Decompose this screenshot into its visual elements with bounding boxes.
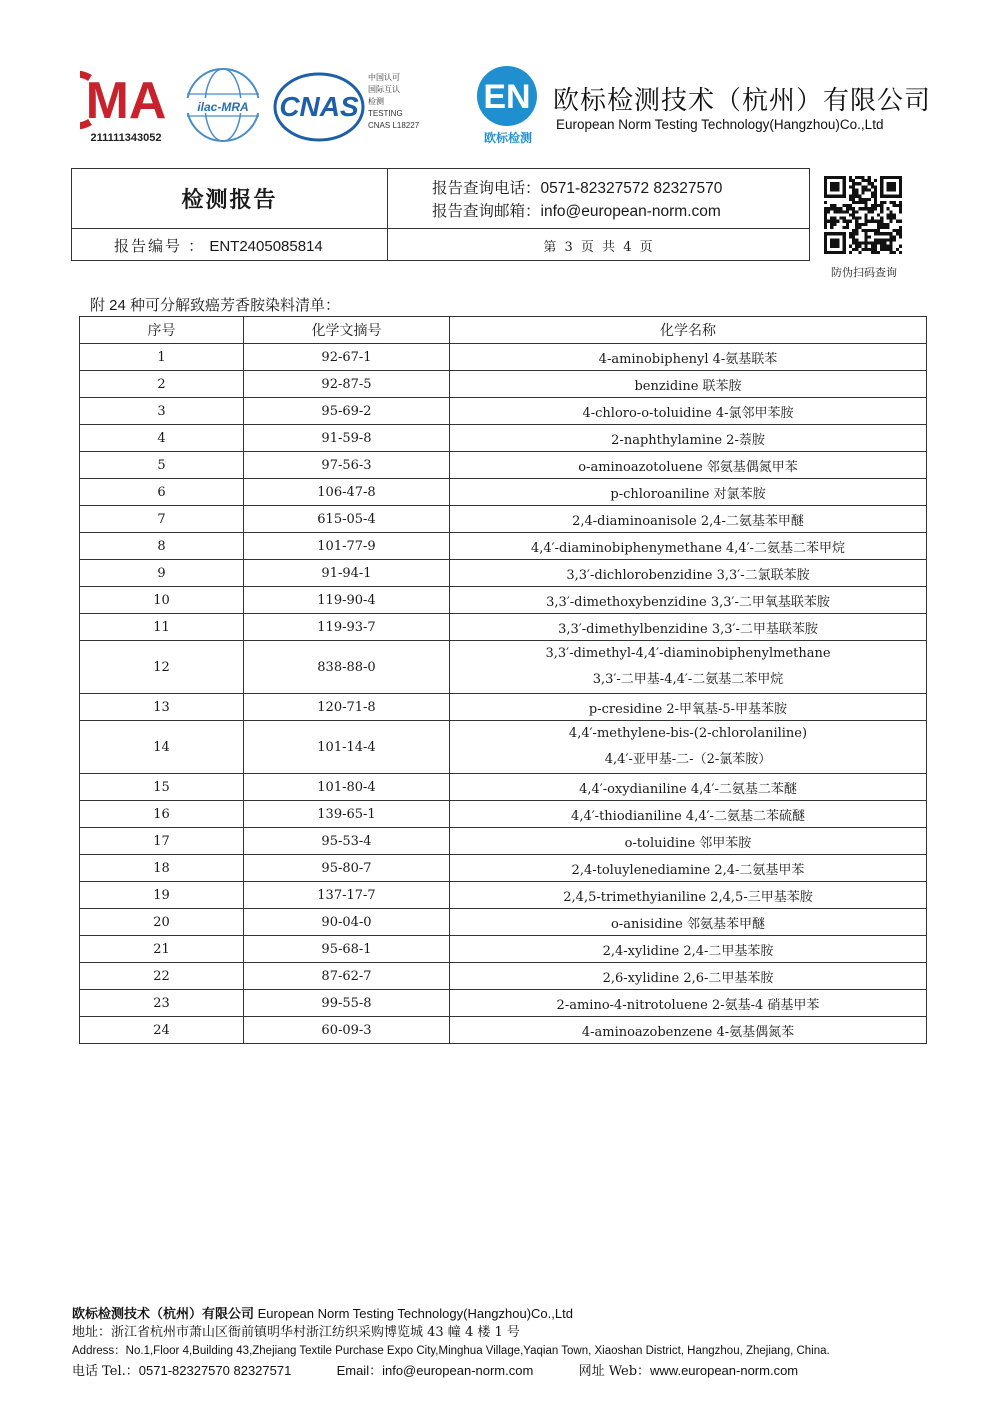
row-number: 5 xyxy=(80,452,244,479)
page-info: 第 3 页 共 4 页 xyxy=(543,239,655,255)
svg-text:EN: EN xyxy=(483,78,531,116)
header-cas: 化学文摘号 xyxy=(244,317,450,344)
footer-address-cn: 地址：浙江省杭州市萧山区衙前镇明华村浙江纺织采购博览城 43 幢 4 楼 1 号 xyxy=(72,1325,520,1340)
cas-number: 95-69-2 xyxy=(244,398,450,425)
footer-web-label: 网址 Web： xyxy=(578,1364,651,1379)
cas-number: 92-87-5 xyxy=(244,371,450,398)
table-row xyxy=(80,1017,927,1044)
chemical-name-cn: 3,3′-二甲基-4,4′-二氨基二苯甲烷 xyxy=(592,672,784,687)
footer-tel-label: 电话 Tel.： xyxy=(72,1364,139,1379)
cas-number: 119-90-4 xyxy=(244,587,450,614)
chemical-name-cn: 4,4′-亚甲基-二-（2-氯苯胺） xyxy=(604,752,772,767)
cas-number: 101-14-4 xyxy=(244,721,450,774)
chemical-name: 2,4,5-trimethyianiline 2,4,5-三甲基苯胺 xyxy=(450,882,927,909)
list-title: 附 24 种可分解致癌芳香胺染料清单： xyxy=(90,297,341,314)
row-number: 21 xyxy=(80,936,244,963)
svg-text:MA: MA xyxy=(85,72,167,130)
chemical-name: 2,4-xylidine 2,4-二甲基苯胺 xyxy=(450,936,927,963)
svg-text:CNAS: CNAS xyxy=(279,91,359,122)
chemical-name: o-anisidine 邻氨基苯甲醚 xyxy=(450,909,927,936)
row-number: 15 xyxy=(80,774,244,801)
table-row xyxy=(80,721,927,774)
cas-number: 838-88-0 xyxy=(244,641,450,694)
row-number: 3 xyxy=(80,398,244,425)
aromatic-amine-table xyxy=(79,316,927,1044)
report-contact xyxy=(432,177,722,223)
table-row xyxy=(80,425,927,452)
cma-number: 211111343052 xyxy=(90,132,162,144)
chemical-name: 3,3′-dimethylbenzidine 3,3′-二甲基联苯胺 xyxy=(450,614,927,641)
chemical-name: p-cresidine 2-甲氧基-5-甲基苯胺 xyxy=(450,694,927,721)
table-row xyxy=(80,452,927,479)
qr-caption: 防伪扫码查询 xyxy=(831,267,897,279)
chemical-name: 2,4-toluylenediamine 2,4-二氨基甲苯 xyxy=(450,855,927,882)
chemical-name: 3,3′-dichlorobenzidine 3,3′-二氯联苯胺 xyxy=(450,560,927,587)
row-number: 14 xyxy=(80,721,244,774)
table-row xyxy=(80,560,927,587)
chemical-name: o-toluidine 邻甲苯胺 xyxy=(450,828,927,855)
row-number: 2 xyxy=(80,371,244,398)
row-number: 6 xyxy=(80,479,244,506)
cma-logo xyxy=(80,70,172,150)
chemical-name: 4-aminoazobenzene 4-氨基偶氮苯 xyxy=(450,1017,927,1044)
cas-number: 615-05-4 xyxy=(244,506,450,533)
table-row xyxy=(80,587,927,614)
row-number: 13 xyxy=(80,694,244,721)
table-row xyxy=(80,614,927,641)
cas-number: 120-71-8 xyxy=(244,694,450,721)
company-name-cn: 欧标检测技术（杭州）有限公司 xyxy=(553,85,932,115)
row-number: 24 xyxy=(80,1017,244,1044)
cma-mark-icon xyxy=(80,70,172,130)
chemical-name-en: 3,3′-dimethyl-4,4′-diaminobiphenylmethane xyxy=(545,646,831,661)
cas-number: 95-80-7 xyxy=(244,855,450,882)
footer-address-en: Address：No.1,Floor 4,Building 43,Zhejiang Textile Purchase Expo City,Minghua Village,Yaqian Town, Xiaoshan District, Hangzhou, Zhejiang, China. xyxy=(72,1345,830,1357)
header-no: 序号 xyxy=(80,317,244,344)
chemical-name: 2-amino-4-nitrotoluene 2-氨基-4 硝基甲苯 xyxy=(450,990,927,1017)
email-label: 报告查询邮箱： xyxy=(432,203,541,220)
phone-label: 报告查询电话： xyxy=(432,180,541,197)
email-value: info@european-norm.com xyxy=(540,203,721,220)
report-number-label: 报告编号 ： xyxy=(114,238,206,255)
table-row xyxy=(80,936,927,963)
cas-number: 97-56-3 xyxy=(244,452,450,479)
report-header-box xyxy=(71,168,810,261)
cas-number: 106-47-8 xyxy=(244,479,450,506)
cas-number: 137-17-7 xyxy=(244,882,450,909)
chemical-name: p-chloroaniline 对氯苯胺 xyxy=(450,479,927,506)
chemical-name: o-aminoazotoluene 邻氨基偶氮甲苯 xyxy=(450,452,927,479)
table-row xyxy=(80,641,927,694)
chemical-name: 4-aminobiphenyl 4-氨基联苯 xyxy=(450,344,927,371)
chemical-name: 4-chloro-o-toluidine 4-氯邻甲苯胺 xyxy=(450,398,927,425)
row-number: 7 xyxy=(80,506,244,533)
header-chemical-name: 化学名称 xyxy=(450,317,927,344)
row-number: 18 xyxy=(80,855,244,882)
cas-number: 139-65-1 xyxy=(244,801,450,828)
svg-text:ilac-MRA: ilac-MRA xyxy=(197,100,249,114)
row-number: 20 xyxy=(80,909,244,936)
table-row xyxy=(80,909,927,936)
chemical-name xyxy=(450,641,927,694)
report-title: 检测报告 xyxy=(181,187,278,212)
cnas-accreditation-text: 中国认可 国际互认 检测 TESTING CNAS L18227 xyxy=(368,73,420,130)
chemical-name-en: 4,4′-methylene-bis-(2-chlorolaniline) xyxy=(568,726,808,741)
table-row xyxy=(80,774,927,801)
cas-number: 90-04-0 xyxy=(244,909,450,936)
chemical-name: 4,4′-diaminobiphenymethane 4,4′-二氨基二苯甲烷 xyxy=(450,533,927,560)
row-number: 17 xyxy=(80,828,244,855)
cas-number: 91-94-1 xyxy=(244,560,450,587)
anti-counterfeit-qr-code[interactable] xyxy=(824,176,902,254)
chemical-name: 2,6-xylidine 2,6-二甲基苯胺 xyxy=(450,963,927,990)
chemical-name: 4,4′-oxydianiline 4,4′-二氨基二苯醚 xyxy=(450,774,927,801)
footer-email-label: Email： xyxy=(336,1363,383,1378)
cas-number: 95-68-1 xyxy=(244,936,450,963)
chemical-name xyxy=(450,721,927,774)
row-number: 12 xyxy=(80,641,244,694)
cas-number: 91-59-8 xyxy=(244,425,450,452)
row-number: 23 xyxy=(80,990,244,1017)
footer-email: info@european-norm.com xyxy=(382,1363,534,1378)
table-row xyxy=(80,371,927,398)
chemical-name: 3,3′-dimethoxybenzidine 3,3′-二甲氧基联苯胺 xyxy=(450,587,927,614)
table-row xyxy=(80,828,927,855)
table-row xyxy=(80,398,927,425)
row-number: 4 xyxy=(80,425,244,452)
cas-number: 119-93-7 xyxy=(244,614,450,641)
table-row xyxy=(80,533,927,560)
footer-tel: 0571-82327570 82327571 xyxy=(138,1363,292,1378)
cas-number: 92-67-1 xyxy=(244,344,450,371)
cnas-mark-icon xyxy=(273,72,365,142)
chemical-name: 4,4′-thiodianiline 4,4′-二氨基二苯硫醚 xyxy=(450,801,927,828)
table-row xyxy=(80,882,927,909)
row-number: 8 xyxy=(80,533,244,560)
company-name-en: European Norm Testing Technology(Hangzhou)Co.,Ltd xyxy=(556,117,884,132)
table-row xyxy=(80,801,927,828)
cas-number: 101-80-4 xyxy=(244,774,450,801)
en-brand-caption: 欧标检测 xyxy=(483,131,532,145)
cas-number: 87-62-7 xyxy=(244,963,450,990)
cas-number: 101-77-9 xyxy=(244,533,450,560)
row-number: 9 xyxy=(80,560,244,587)
row-number: 19 xyxy=(80,882,244,909)
table-row xyxy=(80,344,927,371)
table-row xyxy=(80,506,927,533)
cnas-logo xyxy=(273,72,365,142)
report-number xyxy=(114,235,323,256)
table-row xyxy=(80,963,927,990)
row-number: 10 xyxy=(80,587,244,614)
chemical-name: benzidine 联苯胺 xyxy=(450,371,927,398)
cas-number: 95-53-4 xyxy=(244,828,450,855)
page-footer xyxy=(72,1304,830,1381)
table-row xyxy=(80,694,927,721)
row-number: 1 xyxy=(80,344,244,371)
chemical-name: 2,4-diaminoanisole 2,4-二氨基苯甲醚 xyxy=(450,506,927,533)
table-row xyxy=(80,855,927,882)
table-header-row xyxy=(80,317,927,344)
table-row xyxy=(80,479,927,506)
row-number: 11 xyxy=(80,614,244,641)
phone-value: 0571-82327572 82327570 xyxy=(540,180,723,197)
report-number-value: ENT2405085814 xyxy=(209,238,323,255)
row-number: 22 xyxy=(80,963,244,990)
footer-company-cn: 欧标检测技术（杭州）有限公司 xyxy=(72,1306,255,1321)
ilac-mra-logo xyxy=(184,66,262,144)
footer-company-en: European Norm Testing Technology(Hangzhou)Co.,Ltd xyxy=(257,1306,573,1321)
en-mark-icon xyxy=(472,64,542,128)
ilac-globe-icon xyxy=(184,66,262,144)
cas-number: 60-09-3 xyxy=(244,1017,450,1044)
row-number: 16 xyxy=(80,801,244,828)
table-row xyxy=(80,990,927,1017)
footer-web: www.european-norm.com xyxy=(650,1363,799,1378)
chemical-name: 2-naphthylamine 2-萘胺 xyxy=(450,425,927,452)
cas-number: 99-55-8 xyxy=(244,990,450,1017)
